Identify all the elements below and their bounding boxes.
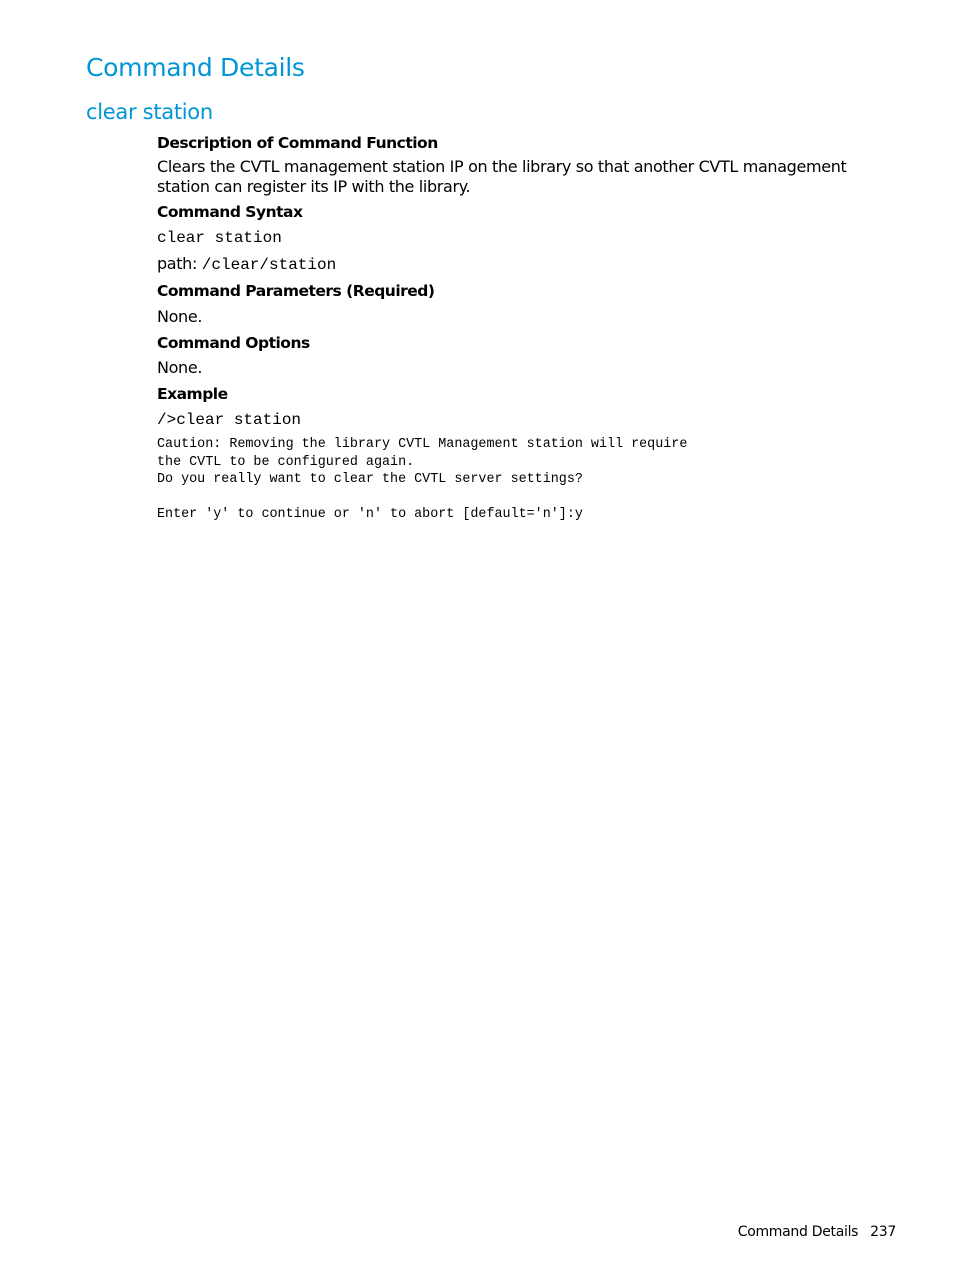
parameters-heading: Command Parameters (Required) <box>157 282 435 300</box>
section-title: clear station <box>86 100 213 124</box>
options-heading: Command Options <box>157 334 310 352</box>
example-output: Caution: Removing the library CVTL Management station will require the CVTL to be configured again. Do you really want to clear the CVTL server settings? Enter 'y' to continue or 'n' to abort [default='n']:y <box>157 437 688 522</box>
options-section <box>157 332 897 378</box>
syntax-path <box>157 254 897 275</box>
page-footer <box>738 1222 896 1242</box>
parameters-text: None. <box>157 307 203 326</box>
example-section <box>157 383 897 524</box>
description-text: Clears the CVTL management station IP on the library so that another CVTL management station can register its IP with the library. <box>157 157 847 196</box>
syntax-command: clear station <box>157 229 282 247</box>
syntax-path-value: /clear/station <box>201 256 337 274</box>
example-heading: Example <box>157 385 228 403</box>
chapter-title: Command Details <box>86 53 305 82</box>
command-details-content <box>157 132 897 524</box>
page-number: 237 <box>870 1224 896 1240</box>
example-prompt: />clear station <box>157 411 302 429</box>
parameters-section <box>157 280 897 327</box>
description-heading: Description of Command Function <box>157 134 438 152</box>
syntax-path-label: path: <box>157 254 198 273</box>
footer-label: Command Details <box>737 1224 859 1240</box>
description-section <box>157 132 897 197</box>
syntax-heading: Command Syntax <box>157 203 303 221</box>
syntax-section <box>157 201 897 275</box>
options-text: None. <box>157 358 203 377</box>
